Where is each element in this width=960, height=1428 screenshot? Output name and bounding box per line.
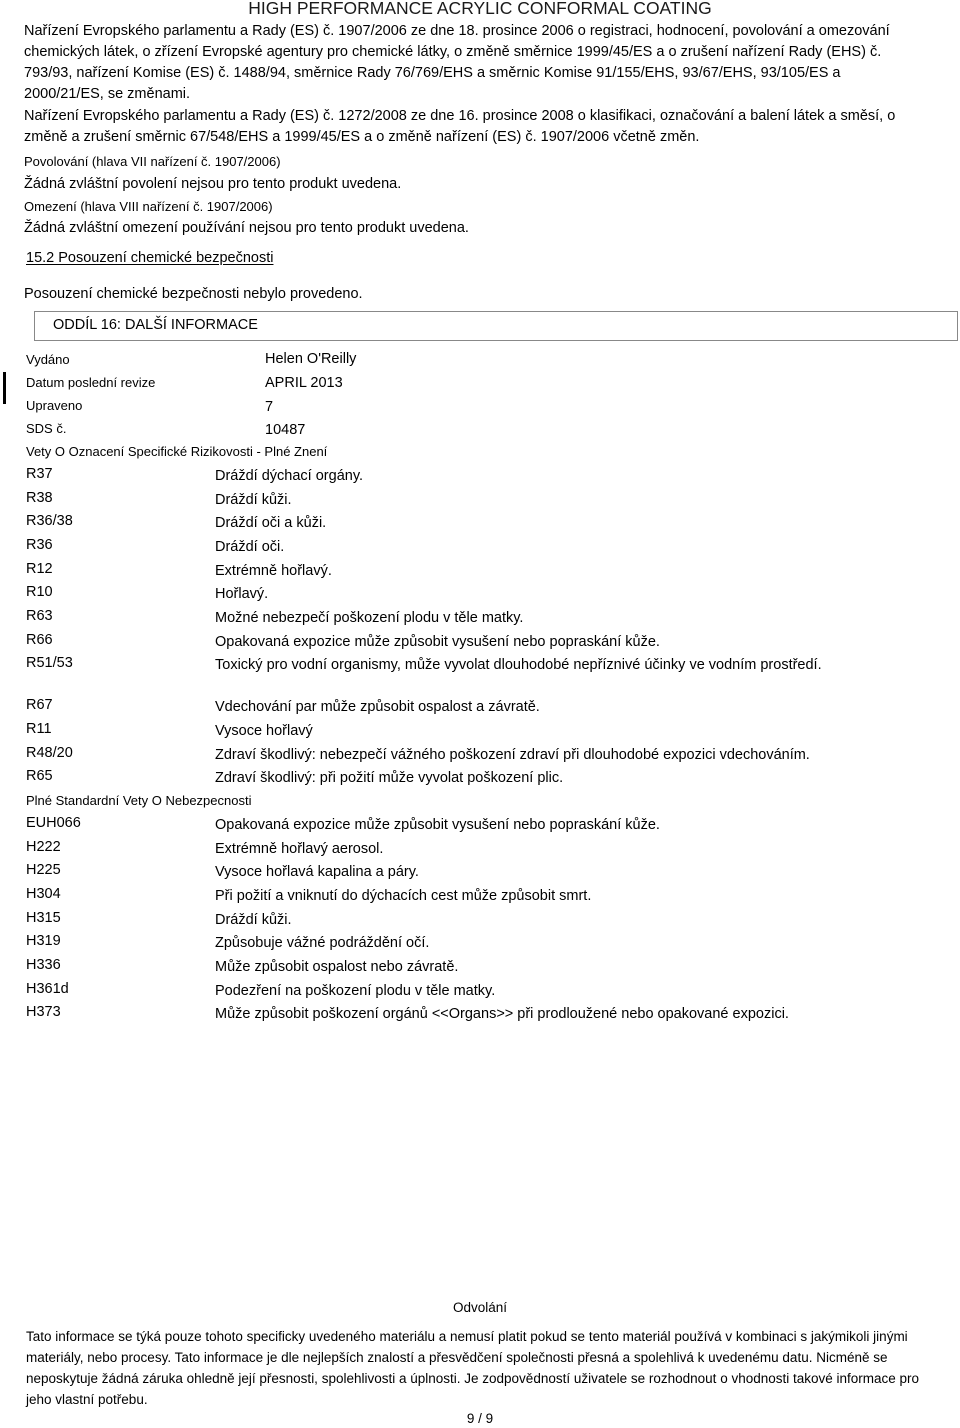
r-phrase-code: R48/20 <box>26 745 73 761</box>
r-phrase-code: R36 <box>26 537 53 553</box>
h-phrase-code: H222 <box>26 839 61 855</box>
r-phrase-row <box>0 632 960 655</box>
r-phrase-code: R67 <box>26 697 53 713</box>
h-phrase-code: H373 <box>26 1004 61 1020</box>
h-phrase-text: Extrémně hořlavý aerosol. <box>215 841 384 857</box>
h-phrase-text: Podezření na poškození plodu v těle matky. <box>215 983 496 999</box>
r-phrase-text: Dráždí kůži. <box>215 492 292 508</box>
r-phrase-row <box>0 466 960 489</box>
r-phrase-text: Zdraví škodlivý: při požití může vyvolat poškození plic. <box>215 770 564 786</box>
h-phrase-row <box>0 933 960 956</box>
info-label: Datum poslední revize <box>26 375 156 390</box>
h-phrase-text: Vysoce hořlavá kapalina a páry. <box>215 864 419 880</box>
restriction-text: Žádná zvláštní omezení používání nejsou pro tento produkt uvedena. <box>24 220 469 236</box>
r-phrase-code: R10 <box>26 584 53 600</box>
h-phrase-code: EUH066 <box>26 815 81 831</box>
h-phrase-code: H336 <box>26 957 61 973</box>
h-phrase-text: Může způsobit poškození orgánů <<Organs>> při prodloužené nebo opakované expozici. <box>215 1006 789 1022</box>
disclaimer-title: Odvolání <box>452 1300 508 1315</box>
h-phrase-code: H225 <box>26 862 61 878</box>
h-phrase-code: H304 <box>26 886 61 902</box>
r-phrase-row <box>0 513 960 536</box>
h-phrase-row <box>0 1004 960 1027</box>
r-phrase-text: Možné nebezpečí poškození plodu v těle matky. <box>215 610 524 626</box>
r-phrase-text: Dráždí dýchací orgány. <box>215 468 364 484</box>
section-16-title: ODDÍL 16: DALŠÍ INFORMACE <box>53 317 258 333</box>
section-15-2-text: Posouzení chemické bezpečnosti nebylo provedeno. <box>24 286 363 302</box>
h-phrase-text: Dráždí kůži. <box>215 912 292 928</box>
section-15-2-heading: 15.2 Posouzení chemické bezpečnosti <box>26 250 274 266</box>
r-phrase-text: Dráždí oči. <box>215 539 285 555</box>
info-value: 10487 <box>265 422 306 438</box>
r-phrase-code: R37 <box>26 466 53 482</box>
revision-marker-bar <box>3 372 6 404</box>
disclaimer-text: Tato informace se týká pouze tohoto specificky uvedeného materiálu a nemusí platit pokud se tento materiál používá v kombinaci s jakýmikoli jinými materiály, nebo procesy. Tato informace je dle nejlepších znalostí a přesvědčení společnosti přesná a spolehlivá k uvedenému datu. Nicméně se neposkytuje žádná záruka ohledně její přesnosti, spolehlivosti a úplnosti. Je zodpovědností uživatele se rozhodnout o vhodnosti takové informace pro jeho vlastní potřebu. <box>26 1329 920 1407</box>
r-phrases-heading: Vety O Oznacení Specifické Rizikovosti - Plné Znení <box>26 444 328 459</box>
r-phrase-code: R11 <box>26 721 52 737</box>
r-phrase-text: Extrémně hořlavý. <box>215 563 332 579</box>
info-value: 7 <box>265 399 274 415</box>
h-phrase-row <box>0 815 960 838</box>
info-label: Upraveno <box>26 398 83 413</box>
r-phrase-row <box>0 721 960 744</box>
r-phrase-text: Opakovaná expozice může způsobit vysušení nebo popraskání kůže. <box>215 634 660 650</box>
r-phrase-row <box>0 561 960 584</box>
r-phrase-code: R36/38 <box>26 513 73 529</box>
h-phrase-row <box>0 957 960 980</box>
h-phrase-text: Může způsobit ospalost nebo závratě. <box>215 959 459 975</box>
reach-regulation-text: Nařízení Evropského parlamentu a Rady (ES) č. 1907/2006 ze dne 18. prosince 2006 o registraci, hodnocení, povolování a omezování chemických látek, o zřízení Evropské agentury pro chemické látky, o změně směrnice 1999/45/ES a o zrušení nařízení Rady (EHS) č. 793/93, nařízení Komise (ES) č. 1488/94, směrnice Rady 76/769/EHS a směrnic Komise 91/155/EHS, 93/67/EHS, 93/105/ES a 2000/21/ES, se změnami. <box>24 23 890 102</box>
h-phrase-code: H319 <box>26 933 61 949</box>
info-label: SDS č. <box>26 421 67 436</box>
h-phrase-row <box>0 862 960 885</box>
h-phrase-text: Při požití a vniknutí do dýchacích cest může způsobit smrt. <box>215 888 592 904</box>
r-phrase-row <box>0 537 960 560</box>
h-phrase-row <box>0 886 960 909</box>
info-value: APRIL 2013 <box>265 375 343 391</box>
h-phrase-row <box>0 981 960 1004</box>
r-phrase-code: R38 <box>26 490 53 506</box>
r-phrase-row <box>0 655 960 678</box>
restriction-heading: Omezení (hlava VIII nařízení č. 1907/2006) <box>24 199 273 214</box>
h-phrase-row <box>0 839 960 862</box>
r-phrase-text: Toxický pro vodní organismy, může vyvolat dlouhodobé nepříznivé účinky ve vodním prostředí. <box>215 657 822 673</box>
r-phrase-row <box>0 745 960 768</box>
r-phrase-row <box>0 768 960 791</box>
r-phrase-code: R51/53 <box>26 655 73 671</box>
r-phrase-row <box>0 697 960 720</box>
section-16-header <box>34 311 958 341</box>
r-phrase-code: R66 <box>26 632 53 648</box>
r-phrase-text: Vdechování par může způsobit ospalost a závratě. <box>215 699 540 715</box>
h-phrase-code: H315 <box>26 910 61 926</box>
authorisation-heading: Povolování (hlava VII nařízení č. 1907/2006) <box>24 154 281 169</box>
page-number: 9 / 9 <box>466 1411 494 1426</box>
clp-regulation-text: Nařízení Evropského parlamentu a Rady (ES) č. 1272/2008 ze dne 16. prosince 2008 o klasifikaci, označování a balení látek a směsí, o změně a zrušení směrnic 67/548/EHS a 1999/45/ES a o změně nařízení (ES) č. 1907/2006 včetně změn. <box>24 108 896 145</box>
r-phrase-text: Vysoce hořlavý <box>215 723 313 739</box>
h-phrases-heading: Plné Standardní Vety O Nebezpecnosti <box>26 793 252 808</box>
h-phrase-code: H361d <box>26 981 69 997</box>
info-value: Helen O'Reilly <box>265 351 357 367</box>
h-phrase-row <box>0 910 960 933</box>
r-phrase-row <box>0 608 960 631</box>
info-label: Vydáno <box>26 352 70 367</box>
r-phrase-row <box>0 490 960 513</box>
h-phrase-text: Opakovaná expozice může způsobit vysušení nebo popraskání kůže. <box>215 817 660 833</box>
r-phrase-text: Hořlavý. <box>215 586 269 602</box>
authorisation-text: Žádná zvláštní povolení nejsou pro tento produkt uvedena. <box>24 176 402 192</box>
r-phrase-row <box>0 584 960 607</box>
r-phrase-code: R12 <box>26 561 53 577</box>
document-header-title: HIGH PERFORMANCE ACRYLIC CONFORMAL COATING <box>248 0 712 18</box>
r-phrase-text: Zdraví škodlivý: nebezpečí vážného poškození zdraví při dlouhodobé expozici vdechováním. <box>215 747 810 763</box>
r-phrase-code: R65 <box>26 768 53 784</box>
r-phrase-text: Dráždí oči a kůži. <box>215 515 327 531</box>
h-phrase-text: Způsobuje vážné podráždění očí. <box>215 935 430 951</box>
r-phrase-code: R63 <box>26 608 53 624</box>
